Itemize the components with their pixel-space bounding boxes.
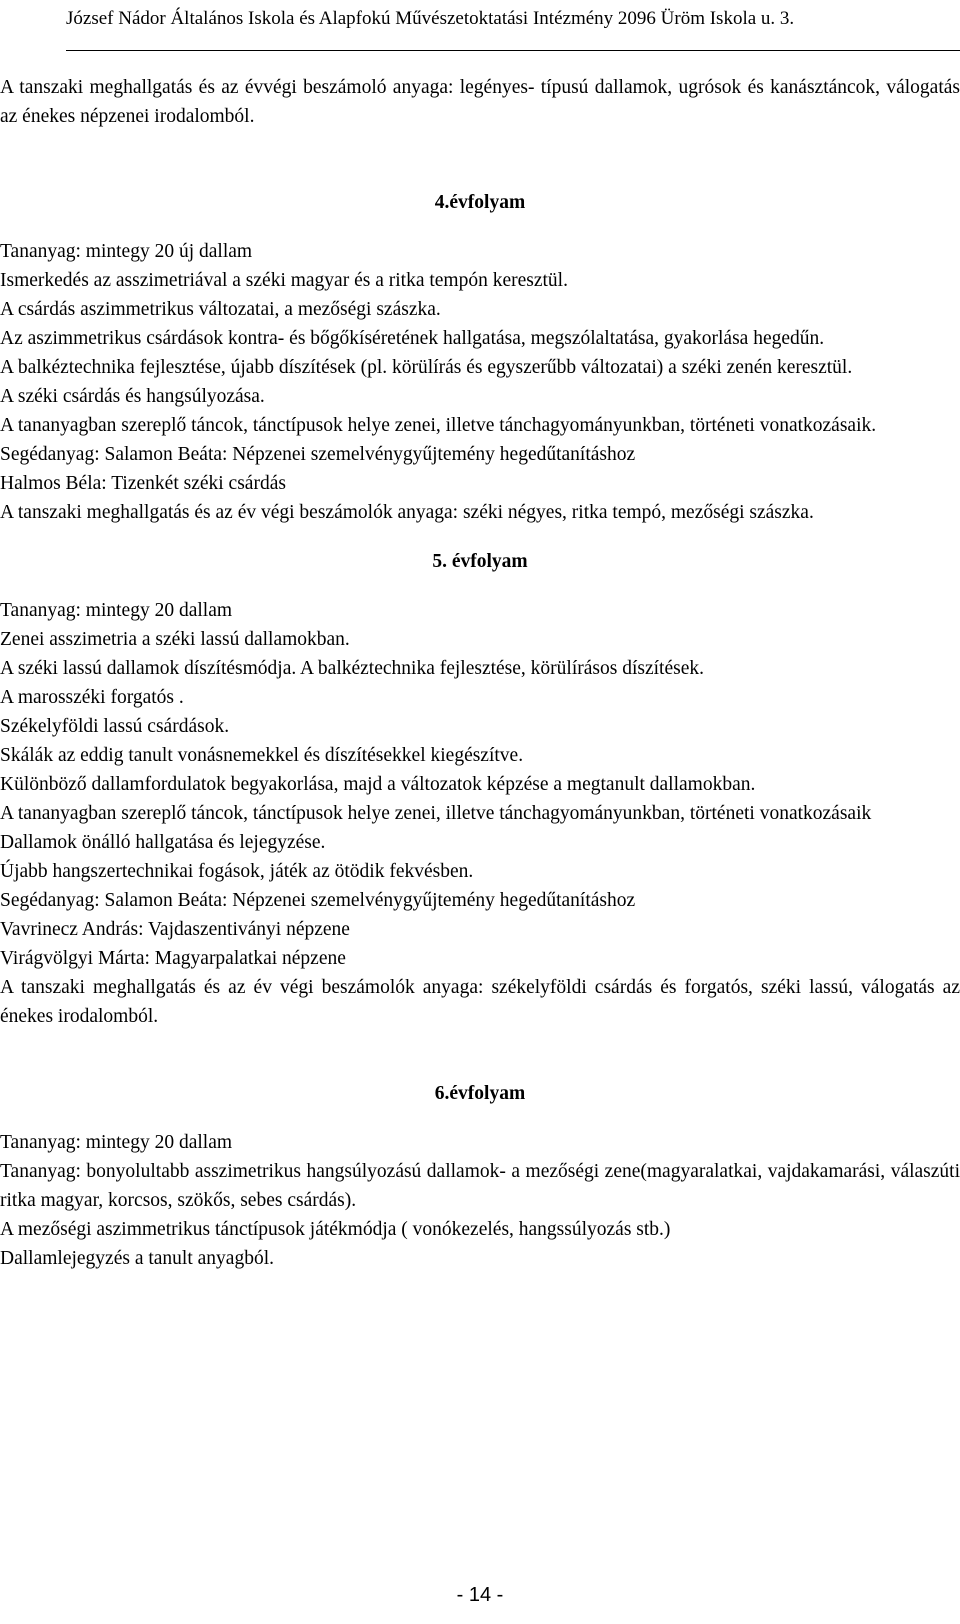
paragraph: Zenei asszimetria a széki lassú dallamokban.: [0, 629, 350, 650]
page-footer: [0, 1582, 960, 1608]
paragraph: Dallamlejegyzés a tanult anyagból.: [0, 1248, 274, 1269]
page-number: - 14 -: [456, 1584, 504, 1606]
section-heading-grade-5: 5. évfolyam: [432, 551, 528, 572]
intro-paragraph: A tanszaki meghallgatás és az évvégi beszámoló anyaga: legényes- típusú dallamok, ugrósok és kanásztáncok, válogatás az énekes népzenei irodalomból.: [0, 77, 960, 127]
paragraph: A tanszaki meghallgatás és az év végi beszámolók anyaga: székelyföldi csárdás és forgatós, széki lassú, válogatás az énekes irodalomból.: [0, 977, 960, 1027]
paragraph: Skálák az eddig tanult vonásnemekkel és díszítésekkel kiegészítve.: [0, 745, 524, 766]
paragraph: Virágvölgyi Márta: Magyarpalatkai népzene: [0, 948, 346, 969]
section-heading-grade-4: 4.évfolyam: [434, 192, 526, 213]
paragraph: A széki csárdás és hangsúlyozása.: [0, 386, 265, 407]
page-header: [66, 4, 960, 51]
paragraph: A balkéztechnika fejlesztése, újabb díszítések (pl. körülírás és egyszerűbb változatai) a széki zenén keresztül.: [0, 357, 853, 378]
paragraph: Dallamok önálló hallgatása és lejegyzése.: [0, 832, 326, 853]
paragraph: A marosszéki forgatós .: [0, 687, 184, 708]
paragraph: Tananyag: mintegy 20 új dallam: [0, 241, 253, 262]
paragraph: Különböző dallamfordulatok begyakorlása, majd a változatok képzése a megtanult dallamokban.: [0, 774, 756, 795]
paragraph: Az aszimmetrikus csárdások kontra- és bőgőkíséretének hallgatása, megszólaltatása, gyakorlása hegedűn.: [0, 328, 825, 349]
paragraph: Székelyföldi lassú csárdások.: [0, 716, 230, 737]
paragraph: A tananyagban szereplő táncok, tánctípusok helye zenei, illetve tánchagyományunkban, történeti vonatkozásaik: [0, 803, 872, 824]
paragraph: Vavrinecz András: Vajdaszentiványi népzene: [0, 919, 350, 940]
paragraph: A széki lassú dallamok díszítésmódja. A balkéztechnika fejlesztése, körülírásos díszítések.: [0, 658, 704, 679]
paragraph: Ismerkedés az asszimetriával a széki magyar és a ritka tempón keresztül.: [0, 270, 568, 291]
paragraph: A tananyagban szereplő táncok, tánctípusok helye zenei, illetve tánchagyományunkban, történeti vonatkozásaik.: [0, 415, 877, 436]
paragraph: A csárdás aszimmetrikus változatai, a mezőségi szászka.: [0, 299, 441, 320]
paragraph: A mezőségi aszimmetrikus tánctípusok játékmódja ( vonókezelés, hangssúlyozás stb.): [0, 1219, 671, 1240]
paragraph: Tananyag: mintegy 20 dallam: [0, 1132, 233, 1153]
paragraph: Segédanyag: Salamon Beáta: Népzenei szemelvénygyűjtemény hegedűtanításhoz: [0, 444, 636, 465]
section-heading-grade-6: 6.évfolyam: [434, 1083, 526, 1104]
page-content: [0, 73, 960, 1273]
paragraph: Segédanyag: Salamon Beáta: Népzenei szemelvénygyűjtemény hegedűtanításhoz: [0, 890, 636, 911]
paragraph: A tanszaki meghallgatás és az év végi beszámolók anyaga: széki négyes, ritka tempó, mezőségi szászka.: [0, 502, 814, 523]
paragraph: Újabb hangszertechnikai fogások, játék az ötödik fekvésben.: [0, 861, 474, 882]
paragraph: Tananyag: mintegy 20 dallam: [0, 600, 233, 621]
header-school-name: József Nádor Általános Iskola és Alapfokú Művészetoktatási Intézmény 2096 Üröm Iskola u. 3.: [66, 8, 795, 29]
paragraph: Halmos Béla: Tizenkét széki csárdás: [0, 473, 286, 494]
paragraph: Tananyag: bonyolultabb asszimetrikus hangsúlyozású dallamok- a mezőségi zene(magyaralatkai, vajdakamarási, válaszúti ritka magyar, korcsos, szökős, sebes csárdás).: [0, 1161, 960, 1211]
